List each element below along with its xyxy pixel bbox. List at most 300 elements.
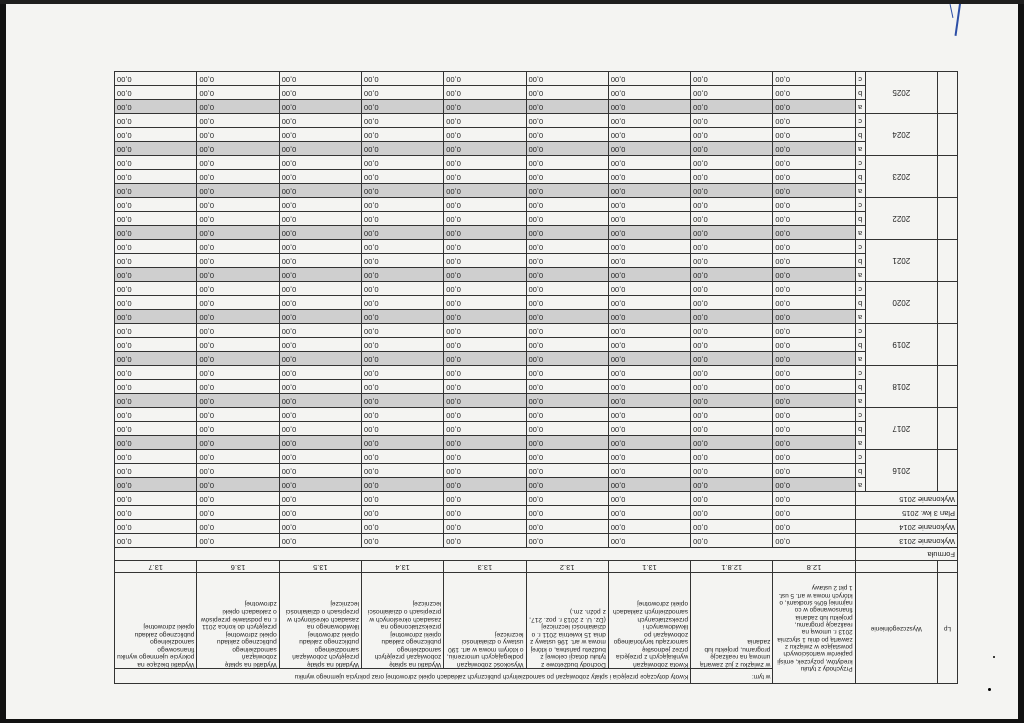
value-cell: 0,00 xyxy=(526,478,608,492)
value-cell: 0,00 xyxy=(361,352,443,366)
year-row xyxy=(115,352,958,366)
value-cell: 0,00 xyxy=(608,436,690,450)
value-cell: 0,00 xyxy=(773,100,855,114)
year-row xyxy=(115,128,958,142)
value-cell: 0,00 xyxy=(608,394,690,408)
value-cell: 0,00 xyxy=(691,156,773,170)
value-cell: 0,00 xyxy=(197,366,279,380)
value-cell: 0,00 xyxy=(773,450,855,464)
year-label: 2016 xyxy=(865,450,937,492)
summary-row xyxy=(115,492,958,506)
value-cell: 0,00 xyxy=(444,198,526,212)
col-13-2-text: Dochody budżetowe z tytułu dotacji celowej z budżetu państwa, o której mowa w art. 196 ustawy z dnia 15 kwietnia 2011 r. o działalności leczniczej (Dz. U. z 2013 r. poz. 217, z późn. zm.) xyxy=(526,573,608,669)
year-row xyxy=(115,450,958,464)
value-cell: 0,00 xyxy=(361,114,443,128)
sub-row-letter: b xyxy=(855,296,865,310)
value-cell: 0,00 xyxy=(115,506,197,520)
value-cell: 0,00 xyxy=(115,380,197,394)
value-cell: 0,00 xyxy=(608,338,690,352)
scan-speck-2 xyxy=(993,656,995,658)
value-cell: 0,00 xyxy=(115,324,197,338)
value-cell: 0,00 xyxy=(526,380,608,394)
value-cell: 0,00 xyxy=(197,422,279,436)
value-cell: 0,00 xyxy=(197,226,279,240)
value-cell: 0,00 xyxy=(115,450,197,464)
value-cell: 0,00 xyxy=(691,338,773,352)
value-cell: 0,00 xyxy=(444,114,526,128)
value-cell: 0,00 xyxy=(444,324,526,338)
value-cell: 0,00 xyxy=(691,436,773,450)
value-cell: 0,00 xyxy=(526,100,608,114)
value-cell: 0,00 xyxy=(115,464,197,478)
value-cell: 0,00 xyxy=(773,254,855,268)
value-cell: 0,00 xyxy=(773,212,855,226)
value-cell: 0,00 xyxy=(115,436,197,450)
value-cell: 0,00 xyxy=(361,268,443,282)
value-cell: 0,00 xyxy=(608,366,690,380)
value-cell: 0,00 xyxy=(197,240,279,254)
value-cell: 0,00 xyxy=(115,478,197,492)
value-cell: 0,00 xyxy=(526,240,608,254)
value-cell: 0,00 xyxy=(197,520,279,534)
year-row xyxy=(115,226,958,240)
sub-row-letter: b xyxy=(855,254,865,268)
value-cell: 0,00 xyxy=(444,254,526,268)
year-label: 2025 xyxy=(865,72,937,114)
value-cell: 0,00 xyxy=(773,114,855,128)
value-cell: 0,00 xyxy=(526,226,608,240)
value-cell: 0,00 xyxy=(526,212,608,226)
value-cell: 0,00 xyxy=(197,114,279,128)
value-cell: 0,00 xyxy=(115,352,197,366)
value-cell: 0,00 xyxy=(279,198,361,212)
value-cell: 0,00 xyxy=(115,268,197,282)
value-cell: 0,00 xyxy=(361,436,443,450)
value-cell: 0,00 xyxy=(773,128,855,142)
value-cell: 0,00 xyxy=(361,86,443,100)
year-label: 2020 xyxy=(865,282,937,324)
value-cell: 0,00 xyxy=(279,128,361,142)
value-cell: 0,00 xyxy=(526,324,608,338)
value-cell: 0,00 xyxy=(361,100,443,114)
summary-row xyxy=(115,534,958,548)
description-header: Wyszczególnienie xyxy=(855,573,937,684)
value-cell: 0,00 xyxy=(197,296,279,310)
value-cell: 0,00 xyxy=(773,72,855,86)
col-12-8-1-text: w związku z już zawartą umową na realizację programu, projektu lub zadania xyxy=(691,573,773,669)
column-number: 12.8 xyxy=(773,561,855,573)
value-cell: 0,00 xyxy=(279,86,361,100)
value-cell: 0,00 xyxy=(608,142,690,156)
column-number: 13.7 xyxy=(115,561,197,573)
sub-row-letter: a xyxy=(855,142,865,156)
value-cell: 0,00 xyxy=(197,282,279,296)
value-cell: 0,00 xyxy=(691,534,773,548)
value-cell: 0,00 xyxy=(608,156,690,170)
value-cell: 0,00 xyxy=(197,436,279,450)
value-cell: 0,00 xyxy=(279,436,361,450)
year-row xyxy=(115,142,958,156)
value-cell: 0,00 xyxy=(115,520,197,534)
summary-row-label: Wykonanie 2015 xyxy=(855,492,957,506)
value-cell: 0,00 xyxy=(773,422,855,436)
value-cell: 0,00 xyxy=(279,226,361,240)
value-cell: 0,00 xyxy=(608,184,690,198)
value-cell: 0,00 xyxy=(444,450,526,464)
column-number: 13.2 xyxy=(526,561,608,573)
value-cell: 0,00 xyxy=(773,506,855,520)
column-number-row xyxy=(115,561,958,573)
value-cell: 0,00 xyxy=(773,478,855,492)
value-cell: 0,00 xyxy=(773,520,855,534)
lp-header: Lp xyxy=(937,573,957,684)
value-cell: 0,00 xyxy=(197,310,279,324)
value-cell: 0,00 xyxy=(279,366,361,380)
value-cell: 0,00 xyxy=(197,268,279,282)
value-cell: 0,00 xyxy=(197,380,279,394)
value-cell: 0,00 xyxy=(691,184,773,198)
value-cell: 0,00 xyxy=(526,268,608,282)
year-row xyxy=(115,380,958,394)
column-number: 13.5 xyxy=(279,561,361,573)
value-cell: 0,00 xyxy=(444,534,526,548)
value-cell: 0,00 xyxy=(526,114,608,128)
value-cell: 0,00 xyxy=(608,422,690,436)
value-cell: 0,00 xyxy=(197,324,279,338)
year-row xyxy=(115,436,958,450)
sub-row-letter: b xyxy=(855,86,865,100)
value-cell: 0,00 xyxy=(197,450,279,464)
lp-cell xyxy=(937,72,957,114)
value-cell: 0,00 xyxy=(691,478,773,492)
year-row xyxy=(115,198,958,212)
sub-row-letter: c xyxy=(855,366,865,380)
page-upright xyxy=(6,4,1018,719)
value-cell: 0,00 xyxy=(691,226,773,240)
col-13-6-text: Wydatki na spłatę zobowiązań samodzielnego publicznego zakładu opieki zdrowotnej przejętych do końca 2011 r. na podstawie przepisów o zakładach opieki zdrowotnej xyxy=(197,573,279,669)
value-cell: 0,00 xyxy=(279,492,361,506)
value-cell: 0,00 xyxy=(691,492,773,506)
blank-cell xyxy=(855,561,937,573)
value-cell: 0,00 xyxy=(197,142,279,156)
column-number: 13.6 xyxy=(197,561,279,573)
value-cell: 0,00 xyxy=(197,534,279,548)
value-cell: 0,00 xyxy=(608,310,690,324)
value-cell: 0,00 xyxy=(361,422,443,436)
value-cell: 0,00 xyxy=(361,240,443,254)
value-cell: 0,00 xyxy=(115,240,197,254)
value-cell: 0,00 xyxy=(197,254,279,268)
value-cell: 0,00 xyxy=(773,310,855,324)
year-row xyxy=(115,268,958,282)
value-cell: 0,00 xyxy=(691,506,773,520)
sub-row-letter: c xyxy=(855,282,865,296)
value-cell: 0,00 xyxy=(444,394,526,408)
year-label: 2022 xyxy=(865,198,937,240)
value-cell: 0,00 xyxy=(444,184,526,198)
value-cell: 0,00 xyxy=(361,380,443,394)
value-cell: 0,00 xyxy=(444,296,526,310)
value-cell: 0,00 xyxy=(361,254,443,268)
value-cell: 0,00 xyxy=(608,100,690,114)
value-cell: 0,00 xyxy=(444,338,526,352)
value-cell: 0,00 xyxy=(279,478,361,492)
year-row xyxy=(115,86,958,100)
value-cell: 0,00 xyxy=(526,282,608,296)
year-row xyxy=(115,240,958,254)
value-cell: 0,00 xyxy=(773,366,855,380)
value-cell: 0,00 xyxy=(279,282,361,296)
value-cell: 0,00 xyxy=(115,394,197,408)
sub-row-letter: b xyxy=(855,380,865,394)
sub-row-letter: c xyxy=(855,450,865,464)
lp-cell xyxy=(937,156,957,198)
value-cell: 0,00 xyxy=(444,100,526,114)
value-cell: 0,00 xyxy=(773,156,855,170)
column-number: 13.3 xyxy=(444,561,526,573)
value-cell: 0,00 xyxy=(608,72,690,86)
value-cell: 0,00 xyxy=(279,156,361,170)
value-cell: 0,00 xyxy=(691,380,773,394)
value-cell: 0,00 xyxy=(526,464,608,478)
sub-row-letter: a xyxy=(855,310,865,324)
value-cell: 0,00 xyxy=(197,198,279,212)
value-cell: 0,00 xyxy=(197,100,279,114)
value-cell: 0,00 xyxy=(361,478,443,492)
value-cell: 0,00 xyxy=(608,380,690,394)
value-cell: 0,00 xyxy=(444,142,526,156)
value-cell: 0,00 xyxy=(444,240,526,254)
year-row xyxy=(115,464,958,478)
year-label: 2017 xyxy=(865,408,937,450)
value-cell: 0,00 xyxy=(691,408,773,422)
document-title: Kwoty dotyczące przejęcia i spłaty zobowiązań po samodzielnych publicznych zakładach opieki zdrowotnej oraz pokrycia ujemnego wyniku xyxy=(115,669,691,684)
value-cell: 0,00 xyxy=(608,86,690,100)
value-cell: 0,00 xyxy=(361,310,443,324)
value-cell: 0,00 xyxy=(279,450,361,464)
value-cell: 0,00 xyxy=(115,338,197,352)
value-cell: 0,00 xyxy=(444,380,526,394)
value-cell: 0,00 xyxy=(691,366,773,380)
debt-table xyxy=(114,71,958,684)
year-row xyxy=(115,366,958,380)
value-cell: 0,00 xyxy=(773,198,855,212)
value-cell: 0,00 xyxy=(115,184,197,198)
value-cell: 0,00 xyxy=(115,282,197,296)
value-cell: 0,00 xyxy=(691,268,773,282)
value-cell: 0,00 xyxy=(691,324,773,338)
value-cell: 0,00 xyxy=(115,72,197,86)
value-cell: 0,00 xyxy=(115,422,197,436)
value-cell: 0,00 xyxy=(444,520,526,534)
col-13-4-text: Wydatki na spłatę zobowiązań przejętych samodzielnego publicznego zakładu opieki zdrowotnej przekształconego na zasadach określonych w przepisach o działalności leczniczej xyxy=(361,573,443,669)
value-cell: 0,00 xyxy=(197,170,279,184)
value-cell: 0,00 xyxy=(691,128,773,142)
value-cell: 0,00 xyxy=(691,240,773,254)
value-cell: 0,00 xyxy=(773,296,855,310)
value-cell: 0,00 xyxy=(526,128,608,142)
value-cell: 0,00 xyxy=(773,436,855,450)
value-cell: 0,00 xyxy=(197,128,279,142)
value-cell: 0,00 xyxy=(444,464,526,478)
column-number: 13.1 xyxy=(608,561,690,573)
year-row xyxy=(115,254,958,268)
value-cell: 0,00 xyxy=(279,184,361,198)
value-cell: 0,00 xyxy=(773,324,855,338)
sub-row-letter: c xyxy=(855,114,865,128)
summary-row-label: Wykonanie 2013 xyxy=(855,534,957,548)
year-label: 2021 xyxy=(865,240,937,282)
value-cell: 0,00 xyxy=(608,198,690,212)
sub-row-letter: b xyxy=(855,128,865,142)
value-cell: 0,00 xyxy=(444,422,526,436)
value-cell: 0,00 xyxy=(773,184,855,198)
value-cell: 0,00 xyxy=(526,170,608,184)
value-cell: 0,00 xyxy=(691,422,773,436)
value-cell: 0,00 xyxy=(197,478,279,492)
col-13-5-text: Wydatki na spłatę przejętych zobowiązań samodzielnego publicznego zakładu opieki zdrowotnej likwidowanego na zasadach określonych w przepisach o działalności leczniczej xyxy=(279,573,361,669)
column-number: 13.4 xyxy=(361,561,443,573)
value-cell: 0,00 xyxy=(115,114,197,128)
value-cell: 0,00 xyxy=(526,492,608,506)
sub-row-letter: c xyxy=(855,240,865,254)
value-cell: 0,00 xyxy=(279,142,361,156)
value-cell: 0,00 xyxy=(279,310,361,324)
value-cell: 0,00 xyxy=(608,408,690,422)
value-cell: 0,00 xyxy=(444,352,526,366)
value-cell: 0,00 xyxy=(444,436,526,450)
value-cell: 0,00 xyxy=(608,534,690,548)
value-cell: 0,00 xyxy=(444,310,526,324)
sub-row-letter: b xyxy=(855,464,865,478)
summary-row-label: Wykonanie 2014 xyxy=(855,520,957,534)
value-cell: 0,00 xyxy=(608,128,690,142)
sub-row-letter: a xyxy=(855,394,865,408)
value-cell: 0,00 xyxy=(361,72,443,86)
value-cell: 0,00 xyxy=(444,492,526,506)
value-cell: 0,00 xyxy=(279,394,361,408)
value-cell: 0,00 xyxy=(773,408,855,422)
value-cell: 0,00 xyxy=(444,156,526,170)
value-cell: 0,00 xyxy=(526,422,608,436)
value-cell: 0,00 xyxy=(279,464,361,478)
value-cell: 0,00 xyxy=(608,492,690,506)
year-row xyxy=(115,394,958,408)
value-cell: 0,00 xyxy=(361,128,443,142)
value-cell: 0,00 xyxy=(444,478,526,492)
value-cell: 0,00 xyxy=(361,338,443,352)
year-row xyxy=(115,422,958,436)
sub-row-letter: a xyxy=(855,436,865,450)
scan-speck xyxy=(988,688,991,691)
value-cell: 0,00 xyxy=(444,408,526,422)
value-cell: 0,00 xyxy=(526,156,608,170)
sub-row-letter: c xyxy=(855,324,865,338)
value-cell: 0,00 xyxy=(691,352,773,366)
value-cell: 0,00 xyxy=(279,506,361,520)
value-cell: 0,00 xyxy=(526,366,608,380)
value-cell: 0,00 xyxy=(279,212,361,226)
value-cell: 0,00 xyxy=(608,506,690,520)
value-cell: 0,00 xyxy=(361,408,443,422)
sub-row-letter: a xyxy=(855,184,865,198)
year-row xyxy=(115,156,958,170)
value-cell: 0,00 xyxy=(691,464,773,478)
value-cell: 0,00 xyxy=(608,170,690,184)
sub-row-letter: a xyxy=(855,478,865,492)
value-cell: 0,00 xyxy=(361,296,443,310)
sub-row-letter: b xyxy=(855,338,865,352)
value-cell: 0,00 xyxy=(115,198,197,212)
value-cell: 0,00 xyxy=(773,492,855,506)
year-label: 2024 xyxy=(865,114,937,156)
value-cell: 0,00 xyxy=(115,142,197,156)
value-cell: 0,00 xyxy=(773,226,855,240)
sub-row-letter: a xyxy=(855,268,865,282)
value-cell: 0,00 xyxy=(361,142,443,156)
value-cell: 0,00 xyxy=(197,394,279,408)
lp-cell xyxy=(937,198,957,240)
value-cell: 0,00 xyxy=(526,408,608,422)
value-cell: 0,00 xyxy=(608,478,690,492)
value-cell: 0,00 xyxy=(197,212,279,226)
value-cell: 0,00 xyxy=(197,352,279,366)
value-cell: 0,00 xyxy=(115,534,197,548)
value-cell: 0,00 xyxy=(526,338,608,352)
value-cell: 0,00 xyxy=(773,380,855,394)
sub-row-letter: b xyxy=(855,212,865,226)
value-cell: 0,00 xyxy=(773,86,855,100)
value-cell: 0,00 xyxy=(279,72,361,86)
value-cell: 0,00 xyxy=(115,492,197,506)
value-cell: 0,00 xyxy=(197,408,279,422)
value-cell: 0,00 xyxy=(279,324,361,338)
value-cell: 0,00 xyxy=(608,114,690,128)
year-row xyxy=(115,212,958,226)
year-row xyxy=(115,296,958,310)
value-cell: 0,00 xyxy=(773,352,855,366)
value-cell: 0,00 xyxy=(691,296,773,310)
value-cell: 0,00 xyxy=(691,72,773,86)
value-cell: 0,00 xyxy=(773,170,855,184)
value-cell: 0,00 xyxy=(526,198,608,212)
value-cell: 0,00 xyxy=(691,310,773,324)
value-cell: 0,00 xyxy=(526,254,608,268)
sub-row-letter: c xyxy=(855,72,865,86)
value-cell: 0,00 xyxy=(526,72,608,86)
value-cell: 0,00 xyxy=(361,534,443,548)
value-cell: 0,00 xyxy=(361,170,443,184)
value-cell: 0,00 xyxy=(608,226,690,240)
value-cell: 0,00 xyxy=(279,268,361,282)
value-cell: 0,00 xyxy=(115,254,197,268)
value-cell: 0,00 xyxy=(361,464,443,478)
lp-cell xyxy=(937,114,957,156)
value-cell: 0,00 xyxy=(444,282,526,296)
year-label: 2023 xyxy=(865,156,937,198)
value-cell: 0,00 xyxy=(608,268,690,282)
value-cell: 0,00 xyxy=(115,170,197,184)
value-cell: 0,00 xyxy=(279,534,361,548)
year-row xyxy=(115,72,958,86)
value-cell: 0,00 xyxy=(361,198,443,212)
value-cell: 0,00 xyxy=(526,394,608,408)
formula-cells xyxy=(115,548,856,561)
scanned-page xyxy=(6,4,1018,719)
value-cell: 0,00 xyxy=(197,86,279,100)
value-cell: 0,00 xyxy=(691,170,773,184)
sub-row-letter: c xyxy=(855,198,865,212)
